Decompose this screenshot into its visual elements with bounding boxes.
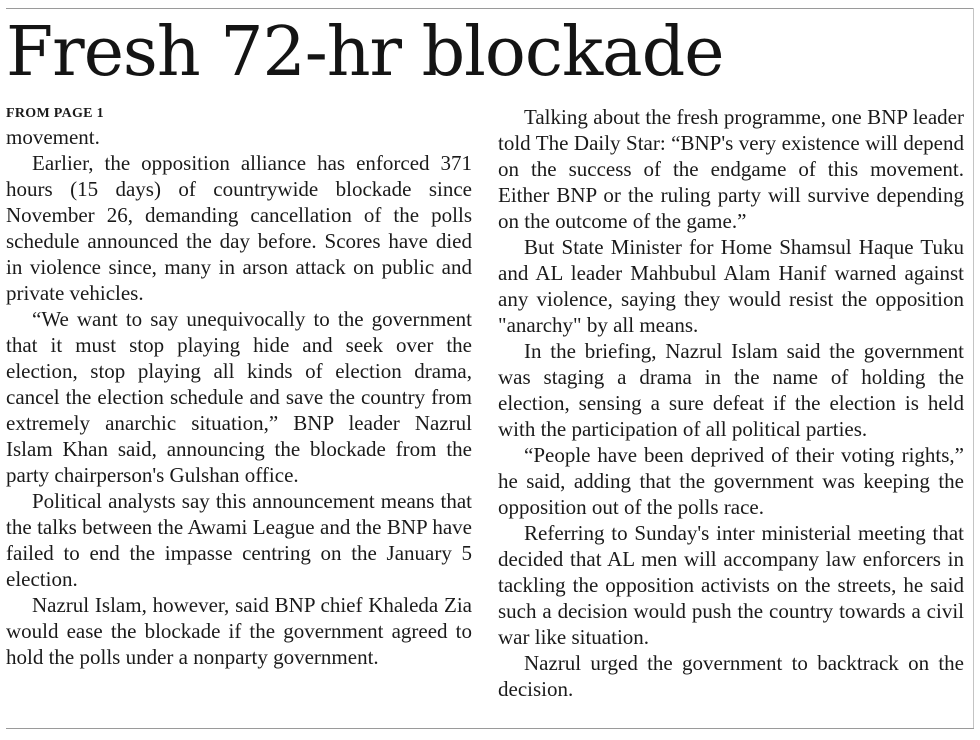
left-column (6, 104, 472, 670)
headline: Fresh 72-hr blockade (6, 13, 724, 92)
paragraph: Talking about the fresh programme, one BNP leader told The Daily Star: “BNP's very existence will depend on the success of the endgame of this movement. Either BNP or the ruling party will survive depending on the outcome of the game.” (498, 105, 964, 233)
paragraph: Earlier, the opposition alliance has enforced 371 hours (15 days) of countrywide blockade since November 26, demanding cancellation of the polls schedule announced the day before. Scores have died in violence since, many in arson attack on public and private vehicles. (6, 151, 472, 305)
bottom-rule (6, 728, 974, 729)
paragraph: But State Minister for Home Shamsul Haque Tuku and AL leader Mahbubul Alam Hanif warned against any violence, saying they would resist the opposition "anarchy" by all means. (498, 235, 964, 337)
paragraph: “We want to say unequivocally to the government that it must stop playing hide and seek over the election, stop playing all kinds of election drama, cancel the election schedule and save the country from extremely anarchic situation,” BNP leader Nazrul Islam Khan said, announcing the blockade from the party chairperson's Gulshan office. (6, 307, 472, 487)
paragraph: Political analysts say this announcement means that the talks between the Awami League and the BNP have failed to end the impasse centring on the January 5 election. (6, 489, 472, 591)
right-edge-rule (973, 8, 974, 728)
article-body (6, 104, 968, 724)
paragraph: Nazrul Islam, however, said BNP chief Khaleda Zia would ease the blockade if the government agreed to hold the polls under a nonparty government. (6, 593, 472, 669)
right-column (498, 104, 964, 702)
paragraph: “People have been deprived of their voting rights,” he said, adding that the government was keeping the opposition out of the polls race. (498, 443, 964, 519)
paragraph: Nazrul urged the government to backtrack on the decision. (498, 651, 964, 701)
paragraph: movement. (6, 125, 100, 149)
paragraph: In the briefing, Nazrul Islam said the government was staging a drama in the name of holding the election, sensing a sure defeat if the election is held with the participation of all political parties. (498, 339, 964, 441)
kicker: FROM PAGE 1 (6, 106, 104, 121)
paragraph: Referring to Sunday's inter ministerial meeting that decided that AL men will accompany law enforcers in tackling the opposition activists on the streets, he said such a decision would push the country towards a civil war like situation. (498, 521, 964, 649)
top-rule (6, 8, 974, 9)
